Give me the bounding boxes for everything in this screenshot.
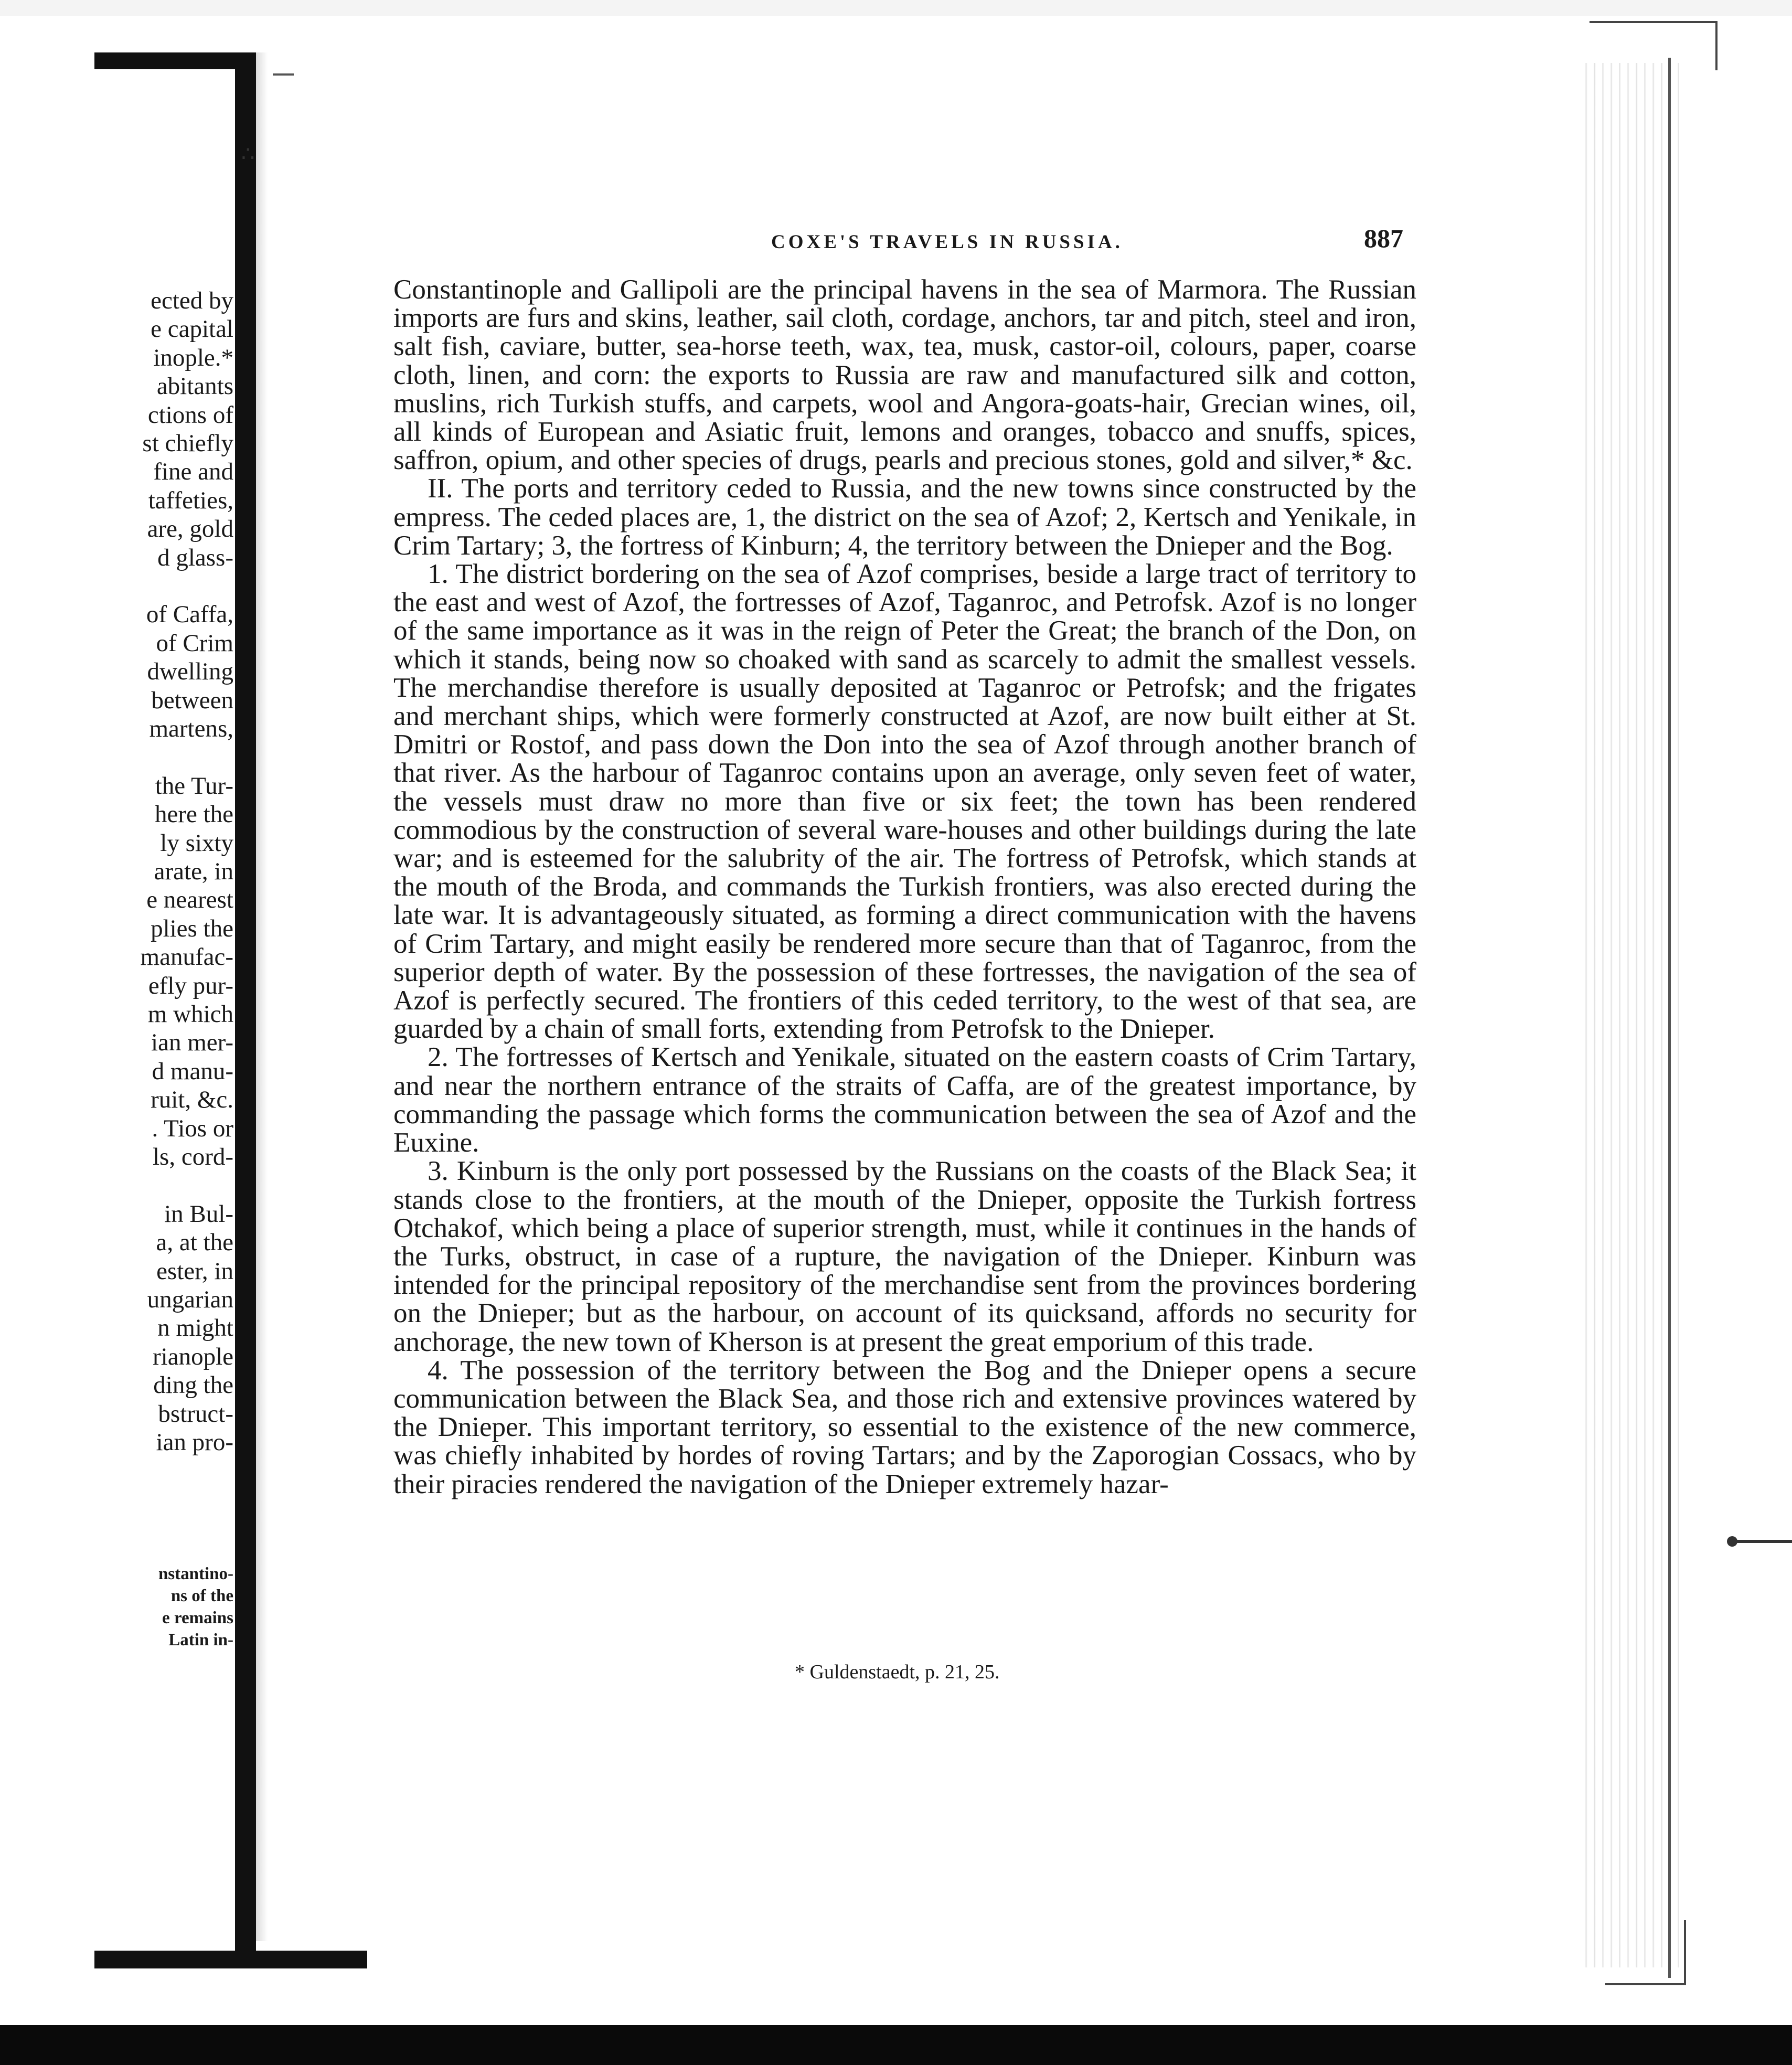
facing-page-line: ian pro-	[156, 1429, 233, 1456]
book-edge-line	[1668, 58, 1671, 1978]
facing-page-line: arate, in	[154, 858, 233, 885]
paragraph-kertsch-yenikale: 2. The fortresses of Kertsch and Yenikale, situated on the eastern coasts of Crim Tartary, and near the northern entrance of the straits of Caffa, are of the greatest importance, by commanding the passage which forms the communication between the sea of Azof and the Euxine.	[393, 1042, 1416, 1158]
facing-page-line: the Tur-	[155, 772, 233, 800]
binding-bar-bottom	[94, 1951, 367, 1968]
scan-bottom-edge	[0, 2025, 1792, 2065]
facing-page-line: manufac-	[140, 943, 233, 971]
facing-page-line: ungarian	[147, 1286, 233, 1313]
facing-page-line: d manu-	[152, 1057, 233, 1085]
facing-page-line: efly pur-	[148, 972, 233, 999]
top-dash-mark	[273, 73, 294, 76]
paragraph-azof-district: 1. The district bordering on the sea of Azof comprises, beside a large tract of territory to the east and west of Azof, the fortresses of Azof, Taganroc, and Petrofsk. Azof is no longer of the same importance as it was in the reign of Peter the Great; the branch of the Don, on which it stands, being now so choaked with sand as scarcely to admit the smallest vessels. The merchandise therefore is usually deposited at Taganroc or Petrofsk; and the frigates and merchant ships, which were formerly constructed at Azof, are now built either at St. Dmitri or Rostof, and pass down the Don into the sea of Azof through another branch of that river. As the harbour of Taganroc contains upon an average, only seven feet of water, the vessels must draw no more than five or six feet; the town has been rendered commodious by the construction of several ware-houses and other buildings during the late war; and is esteemed for the salubrity of the air. The fortress of Petrofsk, which stands at the mouth of the Broda, and commands the Turkish frontiers, was also erected during the late war. It is advantageously situated, as forming a direct communication with the havens of Crim Tartary, and might easily be rendered more secure than that of Taganroc, from the superior depth of water. By the possession of these fortresses, the navigation of the sea of Azof is perfectly secured. The frontiers of this ceded territory, to the west of that sea, are guarded by a chain of small forts, extending from Petrofsk to the Dnieper.	[393, 559, 1416, 1045]
main-text-block	[393, 275, 1416, 1498]
facing-page-line: between	[151, 686, 233, 714]
facing-page-line: martens,	[149, 715, 233, 742]
facing-page-line: ruit, &c.	[151, 1086, 233, 1114]
paragraph-imports-exports: Constantinople and Gallipoli are the principal havens in the sea of Marmora. The Russian imports are furs and skins, leather, sail cloth, cordage, anchors, tar and pitch, steel and iron, salt fish, caviare, butter, sea-horse teeth, wax, tea, musk, castor-oil, colours, paper, coarse cloth, linen, and corn: the exports to Russia are raw and manufactured silk and cotton, muslins, rich Turkish stuffs, and carpets, wool and Angora-goats-hair, Grecian wines, oil, all kinds of European and Asiatic fruit, lemons and oranges, tobacco and snuffs, spices, saffron, opium, and other species of drugs, pearls and precious stones, gold and silver,* &c.	[393, 274, 1416, 476]
facing-page-line: n might	[157, 1314, 233, 1342]
paragraph-ceded-territory: II. The ports and territory ceded to Russia, and the new towns since constructed by the empress. The ceded places are, 1, the district on the sea of Azof; 2, Kertsch and Yenikale, in Crim Tartary; 3, the fortress of Kinburn; 4, the territory between the Dnieper and the Bog.	[393, 473, 1416, 561]
facing-page-line: ester, in	[156, 1257, 233, 1285]
facing-page-line: rianople	[153, 1343, 233, 1370]
facing-page-line: dwelling	[147, 658, 233, 686]
facing-page-line: here the	[154, 801, 233, 828]
facing-page-note-line: Latin in-	[168, 1631, 233, 1649]
facing-page-line: st chiefly	[142, 430, 233, 457]
paragraph-bog-dnieper: 4. The possession of the territory between the Bog and the Dnieper opens a secure communication between the Black Sea, and those rich and extensive provinces watered by the Dnieper. This important territory, so essential to the existence of the new commerce, was chiefly inhabited by hordes of roving Tartars; and by the Zaporogian Cossacs, who by their piracies rendered the navigation of the Dnieper extremely hazar-	[393, 1355, 1416, 1499]
facing-page-note-line: e remains	[162, 1609, 233, 1627]
edge-mark-line	[1731, 1540, 1792, 1543]
facing-page-line: taffeties,	[148, 486, 233, 514]
page-fold-shadow	[256, 52, 268, 1941]
facing-page-strip	[0, 10, 239, 2023]
running-head: COXE'S TRAVELS IN RUSSIA.	[771, 231, 1123, 253]
page-number: 887	[1364, 223, 1403, 253]
facing-page-line: ding the	[153, 1371, 233, 1399]
footnote: * Guldenstaedt, p. 21, 25.	[795, 1661, 1000, 1683]
facing-page-note-line: ns of the	[170, 1587, 233, 1605]
facing-page-line: e capital	[151, 315, 233, 343]
facing-page-line: ly sixty	[160, 829, 233, 857]
book-edge-corner-bottom	[1605, 1920, 1686, 1985]
facing-page-line: of Caffa,	[146, 601, 233, 629]
facing-page-line: ls, cord-	[152, 1143, 233, 1170]
facing-page-line: plies the	[151, 914, 233, 942]
facing-page-line: are, gold	[147, 515, 233, 543]
facing-page-note-line: nstantino-	[158, 1564, 233, 1583]
book-edge-corner-top	[1590, 21, 1718, 70]
facing-page-line: ian mer-	[151, 1029, 233, 1057]
binding-bar-top	[94, 52, 252, 69]
facing-page-line: in Bul-	[164, 1200, 233, 1228]
facing-page-line: e nearest	[146, 886, 233, 914]
facing-page-line: ected by	[151, 287, 233, 314]
binding-bar-vertical	[235, 52, 256, 1960]
facing-page-line: d glass-	[157, 544, 233, 571]
facing-page-line: fine and	[153, 458, 233, 486]
book-edge-pages	[1579, 63, 1679, 1967]
facing-page-line: ctions of	[147, 401, 233, 429]
facing-page-line: bstruct-	[158, 1400, 233, 1428]
facing-page-line: m which	[147, 1000, 233, 1028]
facing-page-line: abitants	[156, 372, 233, 400]
scan-top-edge	[0, 0, 1792, 16]
facing-page-line: of Crim	[156, 629, 233, 657]
facing-page-line: inople.*	[153, 344, 233, 371]
page-corner-mark: ∴	[241, 142, 255, 166]
facing-page-line: . Tios or	[152, 1114, 233, 1142]
paragraph-kinburn: 3. Kinburn is the only port possessed by the Russians on the coasts of the Black Sea; it stands close to the frontiers, at the mouth of the Dnieper, opposite the Turkish fortress Otchakof, which being a place of superior strength, must, while it continues in the hands of the Turks, obstruct, in case of a rupture, the navigation of the Dnieper. Kinburn was intended for the principal repository of the merchandise sent from the provinces bordering on the Dnieper; but as the harbour, on account of its quicksand, affords no security for anchorage, the new town of Kherson is at present the great emporium of this trade.	[393, 1156, 1416, 1357]
facing-page-line: a, at the	[156, 1229, 233, 1257]
